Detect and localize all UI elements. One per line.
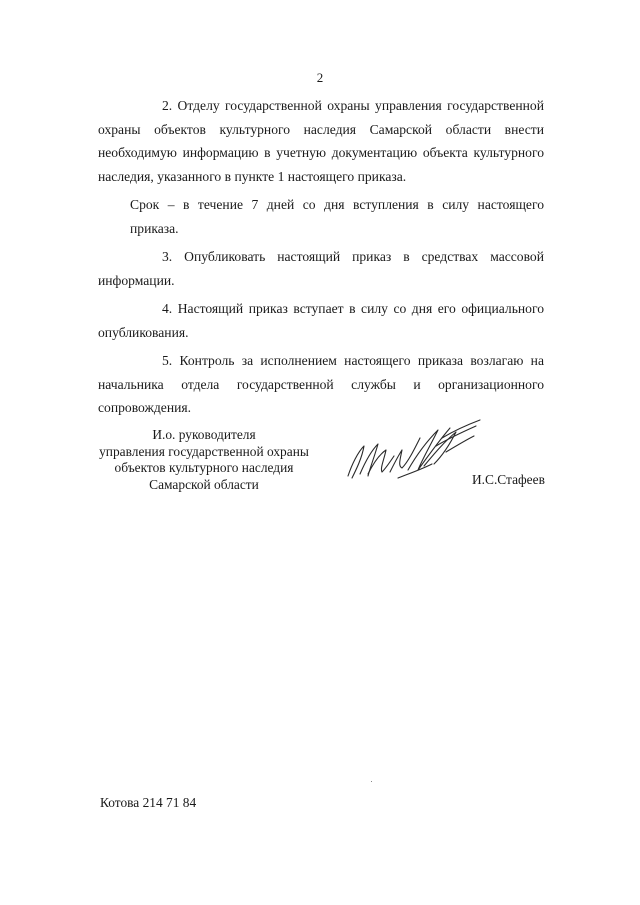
paragraph-text: Отделу государственной охраны управления государственной охраны объектов культурного наследия Самарской области внести необходимую информацию в учетную документацию объекта культурного наследия, указанного в пункте 1 настоящего приказа. [98, 98, 544, 184]
signatory-title-line: И.о. руководителя [152, 427, 256, 442]
page-number: 2 [316, 70, 324, 85]
document-body [98, 94, 544, 425]
paragraph-number: 2. [162, 98, 173, 113]
signatory-title-line: объектов культурного наследия [114, 460, 294, 475]
paragraph-3 [98, 245, 544, 292]
paragraph-number: 4. [162, 301, 173, 316]
scan-speck [371, 781, 372, 782]
term-paragraph [98, 193, 544, 240]
signatory-title-line: управления государственной охраны [99, 443, 309, 459]
paragraph-text: Опубликовать настоящий приказ в средствах массовой информации. [98, 249, 544, 288]
paragraph-2 [98, 94, 544, 188]
signatory-name: И.С.Стафеев [472, 472, 545, 487]
paragraph-text: Настоящий приказ вступает в силу со дня его официального опубликования. [98, 301, 545, 340]
footer-contact: Котова 214 71 84 [100, 795, 197, 810]
paragraph-5 [98, 349, 544, 420]
signatory-title [86, 427, 322, 493]
handwritten-signature [338, 416, 488, 496]
signatory-title-line: Самарской области [149, 476, 259, 492]
term-text-continuation: приказа. [130, 220, 179, 236]
paragraph-number: 5. [162, 353, 173, 368]
term-text: Срок – в течение 7 дней со дня вступления в силу настоящего [130, 197, 544, 212]
paragraph-number: 3. [162, 249, 173, 264]
paragraph-text: Контроль за исполнением настоящего приказа возлагаю на начальника отдела государственной службы и организационного сопровождения. [98, 353, 544, 415]
paragraph-4 [98, 297, 544, 344]
